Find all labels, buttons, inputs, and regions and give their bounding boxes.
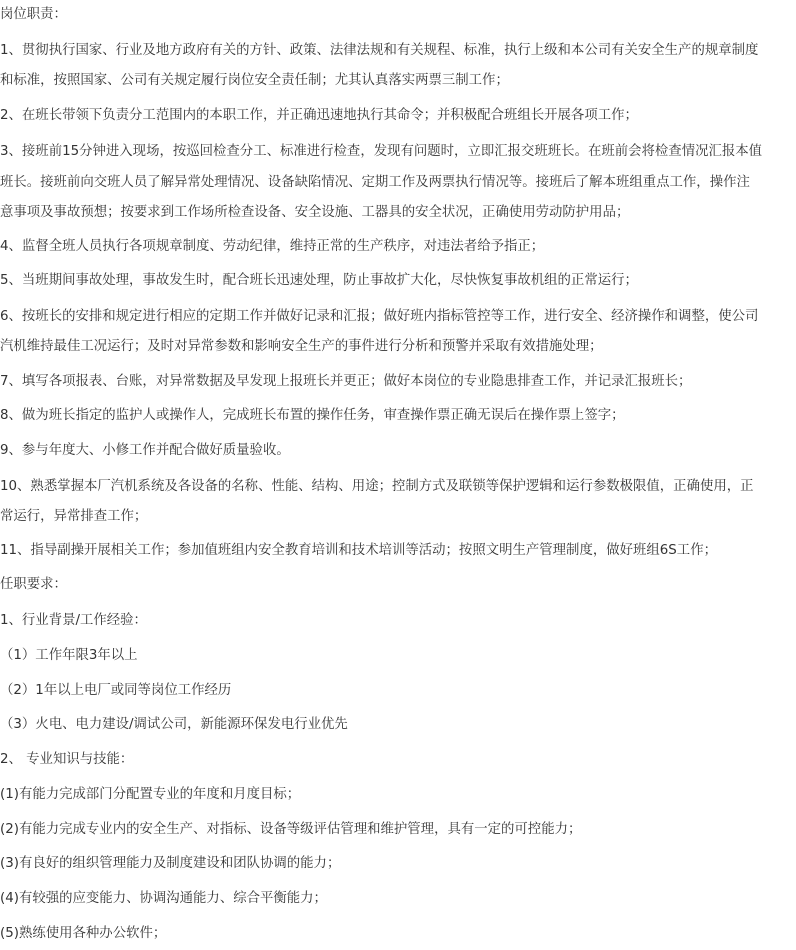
paragraph-line: 意事项及事故预想；按要求到工作场所检查设备、安全设施、工器具的安全状况，正确使用劳动防护用品；	[0, 205, 630, 220]
section-heading-responsibilities: 岗位职责：	[0, 7, 67, 22]
paragraph-line: 3、接班前15分钟进入现场，按巡回检查分工、标准进行检查，发现有问题时，立即汇报交班班长。在班前会将检查情况汇报本值	[0, 144, 763, 159]
list-item: (4)有较强的应变能力、协调沟通能力、综合平衡能力；	[0, 891, 327, 906]
paragraph-line: 11、指导副操开展相关工作；参加值班组内安全教育培训和技术培训等活动；按照文明生产管理制度，做好班组6S工作；	[0, 543, 717, 558]
paragraph-line: 常运行，异常排查工作；	[0, 509, 148, 524]
paragraph-line: 6、按班长的安排和规定进行相应的定期工作并做好记录和汇报；做好班内指标管控等工作，进行安全、经济操作和调整，使公司	[0, 309, 759, 324]
paragraph-line: 1、行业背景/工作经验：	[0, 613, 147, 628]
section-heading-requirements: 任职要求：	[0, 577, 67, 592]
list-item: （2）1年以上电厂或同等岗位工作经历	[0, 683, 232, 698]
list-item: (1)有能力完成部门分配置专业的年度和月度目标；	[0, 787, 301, 802]
paragraph-line: 2、 专业知识与技能：	[0, 752, 134, 767]
list-item: (5)熟练使用各种办公软件；	[0, 926, 167, 941]
paragraph-line: 班长。接班前向交班人员了解异常处理情况、设备缺陷情况、定期工作及两票执行情况等。接班后了解本班组重点工作，操作注	[0, 175, 750, 190]
paragraph-line: 2、在班长带领下负责分工范围内的本职工作，并正确迅速地执行其命令；并积极配合班组长开展各项工作；	[0, 108, 638, 123]
paragraph-line: 7、填写各项报表、台账，对异常数据及早发现上报班长并更正；做好本岗位的专业隐患排查工作，并记录汇报班长；	[0, 374, 692, 389]
list-item: （1）工作年限3年以上	[0, 648, 138, 663]
paragraph-line: 5、当班期间事故处理，事故发生时，配合班长迅速处理，防止事故扩大化，尽快恢复事故机组的正常运行；	[0, 273, 638, 288]
paragraph-line: 汽机维持最佳工况运行；及时对异常参数和影响安全生产的事件进行分析和预警并采取有效措施处理；	[0, 339, 603, 354]
paragraph-line: 1、贯彻执行国家、行业及地方政府有关的方针、政策、法律法规和有关规程、标准，执行上级和本公司有关安全生产的规章制度	[0, 43, 759, 58]
list-item: (3)有良好的组织管理能力及制度建设和团队协调的能力；	[0, 856, 341, 871]
paragraph-line: 10、熟悉掌握本厂汽机系统及各设备的名称、性能、结构、用途；控制方式及联锁等保护逻辑和运行参数极限值，正确使用，正	[0, 479, 754, 494]
paragraph-line: 4、监督全班人员执行各项规章制度、劳动纪律，维持正常的生产秩序，对违法者给予指正；	[0, 239, 545, 254]
paragraph-line: 9、参与年度大、小修工作并配合做好质量验收。	[0, 443, 290, 458]
list-item: (2)有能力完成专业内的安全生产、对指标、设备等级评估管理和维护管理，具有一定的可控能力；	[0, 822, 582, 837]
paragraph-line: 8、做为班长指定的监护人或操作人，完成班长布置的操作任务，审查操作票正确无误后在操作票上签字；	[0, 408, 625, 423]
list-item: （3）火电、电力建设/调试公司，新能源环保发电行业优先	[0, 717, 348, 732]
paragraph-line: 和标准，按照国家、公司有关规定履行岗位安全责任制；尤其认真落实两票三制工作；	[0, 73, 509, 88]
